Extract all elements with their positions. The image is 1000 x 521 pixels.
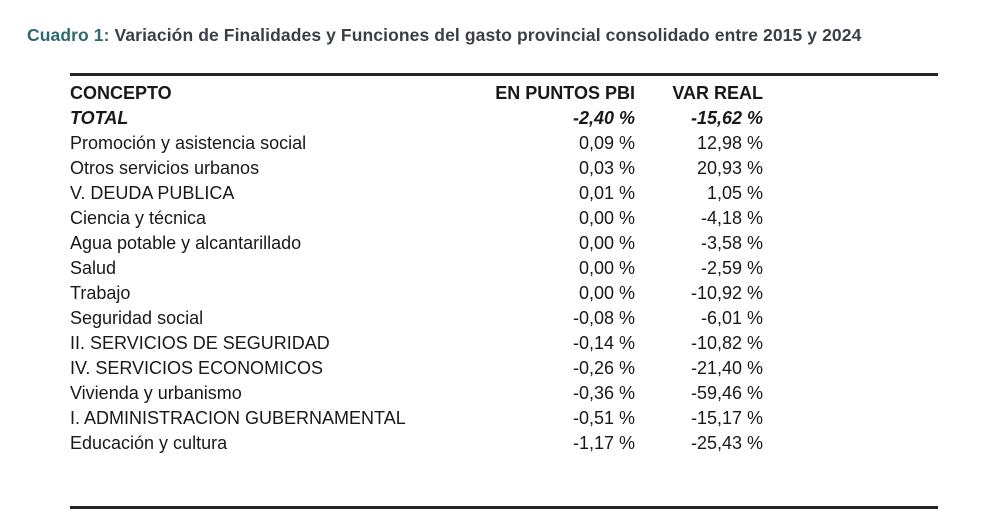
table-row [70, 356, 763, 381]
table-header-row [70, 81, 763, 106]
var-cell: 12,98 % [696, 133, 763, 153]
pbi-cell: -0,26 % [572, 358, 635, 378]
header-concepto: CONCEPTO [70, 83, 172, 103]
header-var-real: VAR REAL [672, 83, 763, 103]
table-title-prefix: Cuadro 1: [27, 25, 110, 45]
table-row [70, 256, 763, 281]
concepto-cell: II. SERVICIOS DE SEGURIDAD [70, 333, 330, 353]
var-cell: -15,17 % [690, 408, 763, 428]
table-row [70, 431, 763, 456]
var-cell: -3,58 % [700, 233, 763, 253]
table-row [70, 306, 763, 331]
table-row [70, 406, 763, 431]
var-cell: 1,05 % [706, 183, 763, 203]
concepto-cell: Ciencia y técnica [70, 208, 207, 228]
var-cell: 20,93 % [696, 158, 763, 178]
pbi-cell: 0,03 % [578, 158, 635, 178]
table-row [70, 206, 763, 231]
var-cell: -21,40 % [690, 358, 763, 378]
concepto-cell: Agua potable y alcantarillado [70, 233, 302, 253]
table-title-text: Variación de Finalidades y Funciones del gasto provincial consolidado entre 2015 y 2024 [109, 25, 862, 45]
pbi-cell: 0,00 % [578, 233, 635, 253]
var-cell: -10,92 % [690, 283, 763, 303]
table-row [70, 131, 763, 156]
pbi-cell: 0,09 % [578, 133, 635, 153]
pbi-cell: -0,51 % [572, 408, 635, 428]
pbi-cell: 0,00 % [578, 283, 635, 303]
table-row [70, 181, 763, 206]
pbi-cell: 0,00 % [578, 208, 635, 228]
pbi-cell: 0,01 % [578, 183, 635, 203]
var-cell: -2,59 % [700, 258, 763, 278]
concepto-cell: Otros servicios urbanos [70, 158, 260, 178]
pbi-cell: -0,14 % [572, 333, 635, 353]
data-table [70, 73, 938, 509]
concepto-cell: I. ADMINISTRACION GUBERNAMENTAL [70, 408, 406, 428]
pbi-cell: 0,00 % [578, 258, 635, 278]
var-cell: -10,82 % [690, 333, 763, 353]
table-row [70, 331, 763, 356]
total-pbi-value: -2,40 % [572, 108, 635, 128]
table-row [70, 156, 763, 181]
table-row [70, 381, 763, 406]
table-row [70, 281, 763, 306]
var-cell: -4,18 % [700, 208, 763, 228]
concepto-cell: Educación y cultura [70, 433, 228, 453]
table-row [70, 231, 763, 256]
var-cell: -25,43 % [690, 433, 763, 453]
header-en-puntos-pbi: EN PUNTOS PBI [495, 83, 635, 103]
table-total-row [70, 106, 763, 131]
concepto-cell: Vivienda y urbanismo [70, 383, 242, 403]
var-cell: -6,01 % [700, 308, 763, 328]
table-title [27, 25, 861, 46]
concepto-cell: IV. SERVICIOS ECONOMICOS [70, 358, 324, 378]
concepto-cell: Promoción y asistencia social [70, 133, 307, 153]
pbi-cell: -0,08 % [572, 308, 635, 328]
concepto-cell: V. DEUDA PUBLICA [70, 183, 235, 203]
concepto-cell: Seguridad social [70, 308, 204, 328]
concepto-cell: Salud [70, 258, 117, 278]
total-var-value: -15,62 % [690, 108, 763, 128]
var-cell: -59,46 % [690, 383, 763, 403]
total-label: TOTAL [70, 108, 129, 128]
pbi-cell: -0,36 % [572, 383, 635, 403]
concepto-cell: Trabajo [70, 283, 131, 303]
pbi-cell: -1,17 % [572, 433, 635, 453]
